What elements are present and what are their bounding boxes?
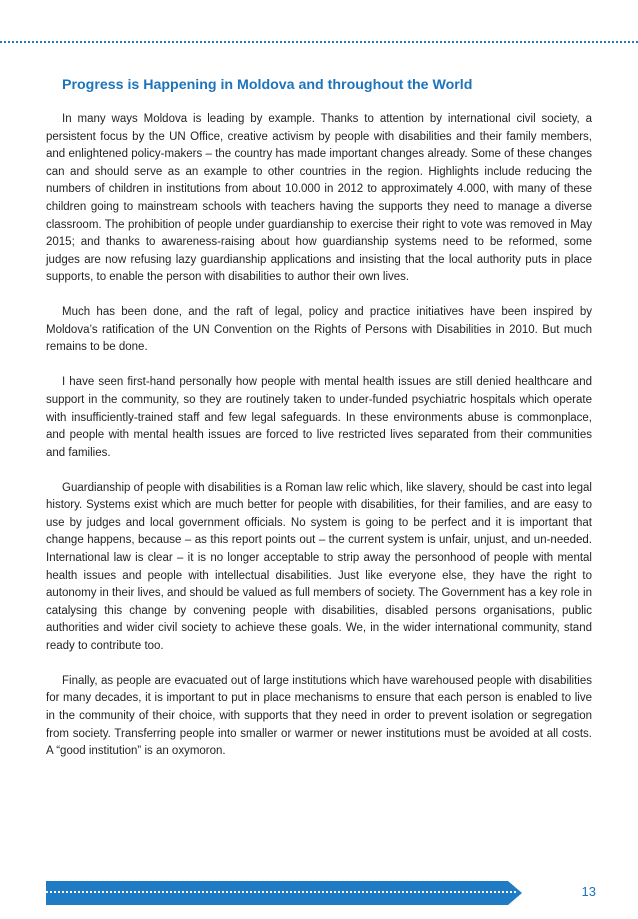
section-title: Progress is Happening in Moldova and throughout the World [62,77,473,93]
footer-bar-arrow [508,881,522,905]
paragraph-mental-health: I have seen first-hand personally how people with mental health issues are still denied healthcare and support in the community, so they are routinely taken to under-funded psychiatric hospitals which operate with insufficiently-trained staff and few legal safeguards. In these environments abuse is commonplace, and people with mental health issues are forced to live restricted lives separated from their communities and families. [46,376,592,459]
paragraph-guardianship: Guardianship of people with disabilities is a Roman law relic which, like slavery, should be cast into legal history. Systems exist which are much better for people with disabilities, for their families, and are easy to use by judges and local government officials. No system is going to be perfect and it is important that change happens, because – as this report points out – the current system is unfair, unjust, and un-needed. International law is clear – it is no longer acceptable to strip away the personhood of people with mental health issues and people with intellectual disabilities. Just like everyone else, they have the right to autonomy in their lives, and should be valued as full members of society. The Government has a key role in catalysing this change by convening people with disabilities, disabled persons organisations, public authorities and wider civil society to achieve these goals. We, in the wider international community, stand ready to contribute too. [46,481,592,652]
footer-bar-fill [46,881,508,905]
page-number: 13 [581,884,596,899]
footer-bar [46,881,526,905]
top-dotted-rule [0,41,638,43]
body-text [46,111,592,778]
paragraph-institutions: Finally, as people are evacuated out of large institutions which have warehoused people with disabilities for many decades, it is important to put in place mechanisms to ensure that each person is enabled to live in the community of their choice, with supports that they need in order to prevent isolation or segregation from society. Transferring people into smaller or warmer or newer institutions must be avoided at all costs. A “good institution” is an oxymoron. [46,674,592,758]
footer-dotted-rule [46,891,516,893]
paragraph-much-done: Much has been done, and the raft of legal, policy and practice initiatives have been inspired by Moldova’s ratification of the UN Convention on the Rights of Persons with Disabilities in 2010. But much remains to be done. [46,306,592,354]
top-band [0,0,638,42]
paragraph-moldova-leading: In many ways Moldova is leading by example. Thanks to attention by international civil society, a persistent focus by the UN Office, creative activism by people with disabilities and their family members, and enlightened policy-makers – the country has made important changes already. Some of these changes can and should serve as an example to other countries in the region. Highlights include reducing the numbers of children in institutions from about 10.000 in 2012 to approximately 4.000, with many of these children going to mainstream schools with teachers having the supports they need to manage a diverse classroom. The prohibition of people under guardianship to exercise their right to vote was removed in May 2015; and thanks to awareness-raising about how guardianship systems need to be reformed, some judges are now refusing lazy guardianship applications and insisting that the local authority puts in place supports, to enable the person with disabilities to author their own lives. [46,113,592,284]
